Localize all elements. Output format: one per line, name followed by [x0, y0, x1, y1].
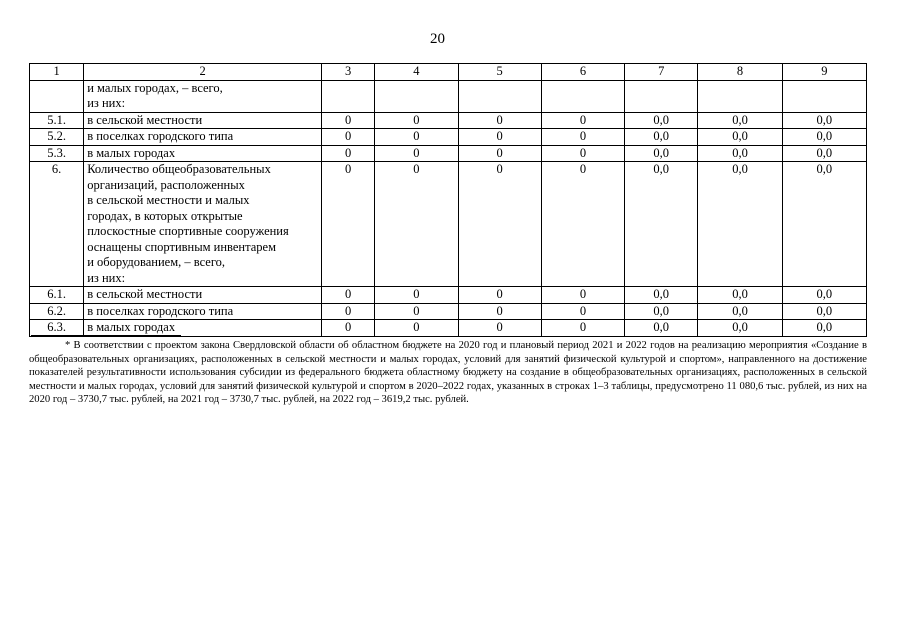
row-value: 0 — [322, 129, 375, 146]
data-table — [29, 63, 867, 337]
row-number: 5.2. — [30, 129, 84, 146]
column-header: 4 — [375, 64, 458, 81]
row-value — [698, 80, 782, 112]
row-value: 0 — [322, 303, 375, 320]
row-value: 0 — [458, 303, 541, 320]
row-value — [322, 80, 375, 112]
row-value: 0,0 — [698, 112, 782, 129]
column-header: 7 — [625, 64, 698, 81]
row-value — [541, 80, 624, 112]
footnote: * В соответствии с проектом закона Свердловской области об областном бюджете на 2020 год и плановый период 2021 и 2022 годов на реализацию мероприятия «Создание в общеобразовательных организациях, расположенных в сельской местности и малых городах, условий для занятий физической культурой и спортом», направленного на достижение показателей результативности использования субсидии из федерального бюджета областному бюджету на создание в общеобразовательных организациях, расположенных в сельской местности и малых городах, условий для занятий физической культурой и спортом в 2020–2022 годах, указанных в строках 1–3 таблицы, предусмотрено 11 080,6 тыс. рублей, из них на 2020 год – 3730,7 тыс. рублей, на 2021 год – 3730,7 тыс. рублей, на 2022 год – 3619,2 тыс. рублей. — [29, 340, 867, 406]
row-label: в поселках городского типа — [84, 303, 322, 320]
row-value: 0,0 — [625, 287, 698, 304]
column-header: 8 — [698, 64, 782, 81]
row-value — [458, 80, 541, 112]
row-label: Количество общеобразовательных организаций, расположенных в сельской местности и малых городах, в которых открытые плоскостные спортивные сооружения оснащены спортивным инвентарем и оборудованием, – всего, из них: — [84, 162, 322, 287]
row-value: 0 — [322, 112, 375, 129]
row-value: 0,0 — [625, 320, 698, 337]
row-value: 0,0 — [698, 320, 782, 337]
row-value: 0 — [458, 320, 541, 337]
row-value: 0,0 — [782, 145, 866, 162]
row-value: 0,0 — [625, 303, 698, 320]
row-value: 0 — [541, 129, 624, 146]
row-label: в сельской местности — [84, 112, 322, 129]
row-value: 0 — [375, 287, 458, 304]
row-value: 0,0 — [698, 129, 782, 146]
row-value — [782, 80, 866, 112]
row-value: 0 — [541, 320, 624, 337]
row-value: 0,0 — [698, 287, 782, 304]
row-value: 0 — [458, 145, 541, 162]
page-number: 20 — [430, 31, 445, 47]
row-value: 0 — [541, 162, 624, 287]
column-header: 5 — [458, 64, 541, 81]
table-row — [30, 320, 867, 337]
row-value: 0,0 — [625, 162, 698, 287]
row-value: 0 — [458, 129, 541, 146]
row-label: в поселках городского типа — [84, 129, 322, 146]
column-header: 1 — [30, 64, 84, 81]
row-value: 0 — [375, 320, 458, 337]
row-value: 0 — [375, 112, 458, 129]
row-value: 0 — [375, 145, 458, 162]
row-value: 0,0 — [698, 162, 782, 287]
row-value: 0,0 — [625, 145, 698, 162]
row-label: и малых городах, – всего, из них: — [84, 80, 322, 112]
table-row — [30, 80, 867, 112]
row-value: 0,0 — [625, 112, 698, 129]
row-value: 0 — [541, 287, 624, 304]
table-body — [30, 80, 867, 336]
row-value — [625, 80, 698, 112]
row-number: 6.2. — [30, 303, 84, 320]
row-value: 0,0 — [782, 320, 866, 337]
row-value: 0 — [375, 129, 458, 146]
column-header: 3 — [322, 64, 375, 81]
row-label: в малых городах — [84, 320, 322, 337]
row-number — [30, 80, 84, 112]
row-value: 0 — [541, 112, 624, 129]
row-value: 0 — [322, 287, 375, 304]
row-value: 0 — [322, 145, 375, 162]
row-number: 6.1. — [30, 287, 84, 304]
table-row — [30, 287, 867, 304]
row-value: 0,0 — [625, 129, 698, 146]
row-value: 0,0 — [782, 162, 866, 287]
row-value: 0 — [541, 303, 624, 320]
row-value: 0 — [458, 112, 541, 129]
row-value: 0,0 — [782, 303, 866, 320]
table-row — [30, 145, 867, 162]
table-header-row — [30, 64, 867, 81]
table-row — [30, 162, 867, 287]
column-header: 6 — [541, 64, 624, 81]
row-value: 0 — [458, 287, 541, 304]
row-value: 0,0 — [782, 129, 866, 146]
row-value: 0 — [541, 145, 624, 162]
row-number: 6.3. — [30, 320, 84, 337]
row-number: 5.3. — [30, 145, 84, 162]
row-label: в сельской местности — [84, 287, 322, 304]
row-value: 0,0 — [782, 112, 866, 129]
table-row — [30, 303, 867, 320]
row-value: 0,0 — [698, 145, 782, 162]
row-number: 6. — [30, 162, 84, 287]
table-row — [30, 129, 867, 146]
column-header: 2 — [84, 64, 322, 81]
footnote-divider — [31, 335, 181, 336]
row-value: 0 — [375, 162, 458, 287]
row-number: 5.1. — [30, 112, 84, 129]
row-value: 0,0 — [698, 303, 782, 320]
row-value: 0 — [322, 320, 375, 337]
row-value: 0 — [322, 162, 375, 287]
row-value: 0 — [375, 303, 458, 320]
row-value: 0 — [458, 162, 541, 287]
row-label: в малых городах — [84, 145, 322, 162]
row-value — [375, 80, 458, 112]
column-header: 9 — [782, 64, 866, 81]
row-value: 0,0 — [782, 287, 866, 304]
table-row — [30, 112, 867, 129]
